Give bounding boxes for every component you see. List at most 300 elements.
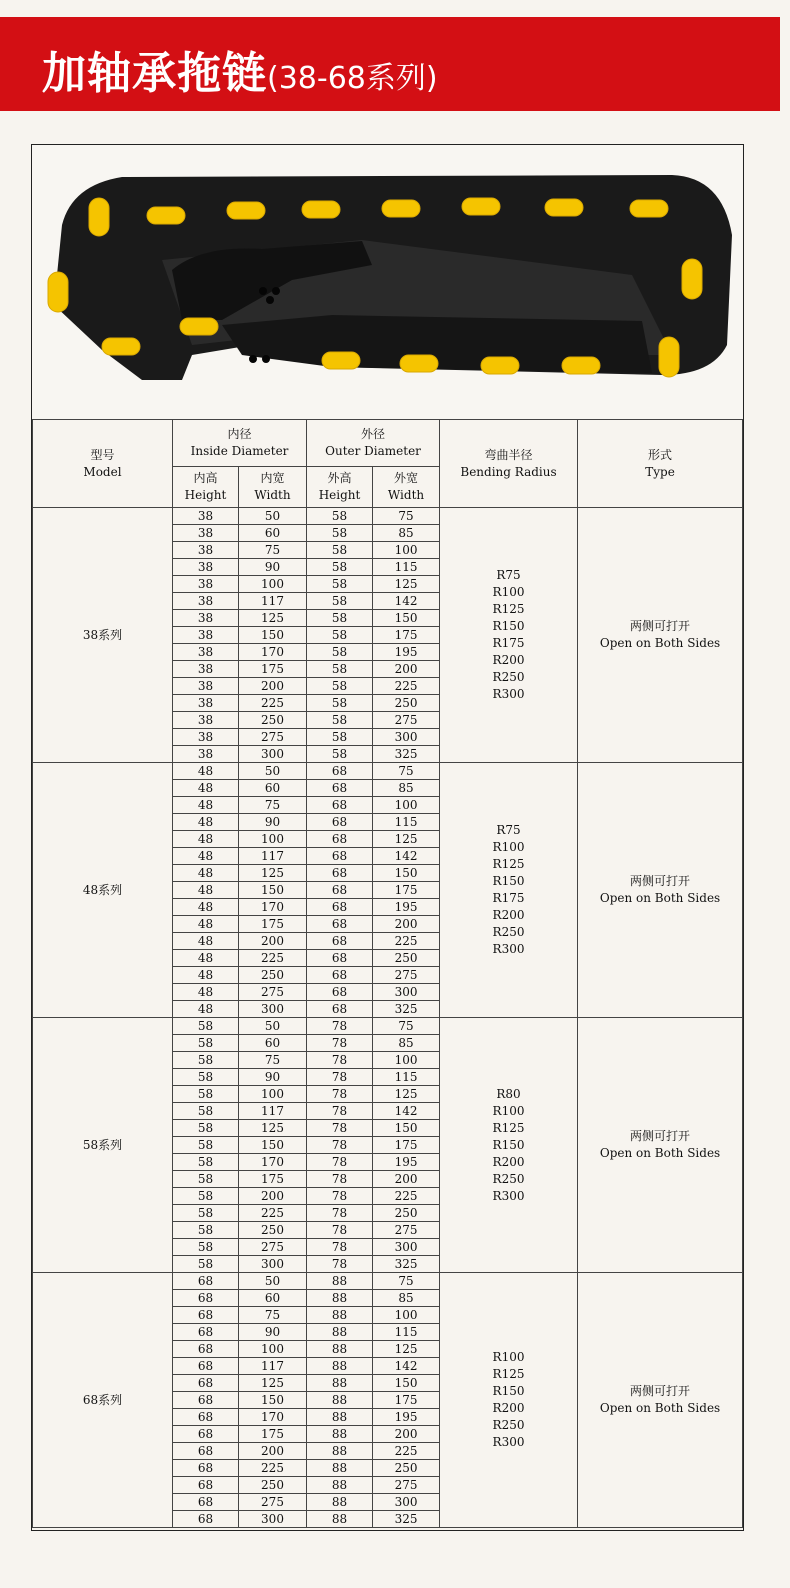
outer-width-cell: 125 — [373, 831, 440, 848]
inner-height-cell: 48 — [173, 984, 239, 1001]
inner-width-cell: 150 — [239, 882, 307, 899]
outer-width-cell: 250 — [373, 1205, 440, 1222]
inner-height-cell: 68 — [173, 1460, 239, 1477]
outer-width-cell: 200 — [373, 1426, 440, 1443]
radius-value: R100 — [492, 840, 525, 854]
page-title: 加轴承拖链(38-68系列) — [42, 48, 438, 99]
radius-value: R200 — [492, 1154, 525, 1169]
outer-width-cell: 175 — [373, 1392, 440, 1409]
inner-height-cell: 48 — [173, 848, 239, 865]
outer-height-cell: 68 — [307, 763, 373, 780]
inner-width-cell: 125 — [239, 1375, 307, 1392]
outer-height-cell: 68 — [307, 797, 373, 814]
inner-width-cell: 150 — [239, 627, 307, 644]
radius-value: R200 — [492, 653, 525, 667]
table-row — [33, 508, 743, 525]
inner-width-cell: 225 — [239, 695, 307, 712]
radius-value: R150 — [492, 1384, 525, 1398]
outer-width-cell: 275 — [373, 712, 440, 729]
radius-value: R250 — [492, 925, 525, 939]
outer-height-cell: 68 — [307, 865, 373, 882]
outer-width-cell: 195 — [373, 644, 440, 661]
inner-height-cell: 68 — [173, 1426, 239, 1443]
outer-width-cell: 325 — [373, 1001, 440, 1018]
bending-radius-cell — [440, 763, 578, 1018]
outer-height-cell: 58 — [307, 593, 373, 610]
outer-height-cell: 88 — [307, 1375, 373, 1392]
outer-width-cell: 325 — [373, 1256, 440, 1273]
outer-height-cell: 88 — [307, 1409, 373, 1426]
outer-width-cell: 225 — [373, 933, 440, 950]
outer-height-cell: 78 — [307, 1018, 373, 1035]
outer-height-cell: 58 — [307, 610, 373, 627]
outer-width-cell: 142 — [373, 848, 440, 865]
inner-width-cell: 175 — [239, 916, 307, 933]
inner-width-cell: 275 — [239, 984, 307, 1001]
outer-height-cell: 58 — [307, 525, 373, 542]
type-en: Open on Both Sides — [599, 891, 721, 905]
outer-height-cell: 88 — [307, 1392, 373, 1409]
radius-value: R75 — [496, 568, 521, 582]
outer-width-cell: 115 — [373, 1324, 440, 1341]
outer-width-cell: 85 — [373, 780, 440, 797]
outer-width-cell: 225 — [373, 1443, 440, 1460]
outer-width-cell: 175 — [373, 627, 440, 644]
outer-height-cell: 88 — [307, 1324, 373, 1341]
outer-height-cell: 78 — [307, 1069, 373, 1086]
inner-height-cell: 58 — [173, 1086, 239, 1103]
outer-width-cell: 75 — [373, 1273, 440, 1290]
inner-width-cell: 175 — [239, 661, 307, 678]
type-cn: 两侧可打开 — [630, 1384, 691, 1398]
inner-height-cell: 48 — [173, 865, 239, 882]
outer-width-cell: 100 — [373, 1307, 440, 1324]
inner-width-cell: 300 — [239, 1256, 307, 1273]
inner-width-cell: 225 — [239, 1460, 307, 1477]
inner-width-cell: 250 — [239, 1477, 307, 1494]
inner-height-cell: 48 — [173, 780, 239, 797]
type-cell — [578, 1273, 743, 1528]
type-cell — [578, 508, 743, 763]
drag-chain-photo — [32, 145, 742, 419]
outer-width-cell: 200 — [373, 1171, 440, 1188]
inner-width-cell: 275 — [239, 729, 307, 746]
inner-width-cell: 125 — [239, 1120, 307, 1137]
inner-width-cell: 60 — [239, 1290, 307, 1307]
inner-width-cell: 250 — [239, 1222, 307, 1239]
inner-width-cell: 50 — [239, 1018, 307, 1035]
outer-width-cell: 225 — [373, 678, 440, 695]
inner-width-cell: 275 — [239, 1239, 307, 1256]
inner-height-cell: 38 — [173, 508, 239, 525]
outer-width-cell: 100 — [373, 797, 440, 814]
outer-width-cell: 100 — [373, 1052, 440, 1069]
outer-width-cell: 85 — [373, 525, 440, 542]
outer-width-cell: 75 — [373, 1018, 440, 1035]
outer-width-cell: 300 — [373, 729, 440, 746]
bending-radius-cell — [440, 1018, 578, 1273]
outer-width-cell: 125 — [373, 1086, 440, 1103]
title-banner — [0, 17, 780, 111]
outer-height-cell: 58 — [307, 627, 373, 644]
radius-value: R150 — [492, 1137, 525, 1152]
radius-value: R125 — [492, 1120, 525, 1135]
inner-width-cell: 117 — [239, 1358, 307, 1375]
outer-height-cell: 88 — [307, 1511, 373, 1528]
outer-height-cell: 88 — [307, 1341, 373, 1358]
inner-width-cell: 300 — [239, 1511, 307, 1528]
outer-height-cell: 68 — [307, 933, 373, 950]
model-cell: 48系列 — [33, 763, 173, 1018]
inner-height-cell: 38 — [173, 593, 239, 610]
outer-height-cell: 88 — [307, 1307, 373, 1324]
outer-width-cell: 150 — [373, 865, 440, 882]
radius-value: R300 — [492, 1188, 525, 1203]
radius-value: R300 — [492, 1435, 525, 1449]
inner-height-cell: 68 — [173, 1494, 239, 1511]
inner-width-cell: 125 — [239, 865, 307, 882]
header-inner-width: 内宽 Width — [239, 467, 307, 508]
radius-value: R175 — [492, 636, 525, 650]
inner-width-cell: 117 — [239, 848, 307, 865]
table-row — [33, 763, 743, 780]
outer-height-cell: 78 — [307, 1222, 373, 1239]
radius-value: R150 — [492, 619, 525, 633]
radius-value: R100 — [492, 585, 525, 599]
radius-value: R125 — [492, 857, 525, 871]
outer-height-cell: 88 — [307, 1494, 373, 1511]
model-cell: 38系列 — [33, 508, 173, 763]
outer-width-cell: 225 — [373, 1188, 440, 1205]
outer-height-cell: 68 — [307, 899, 373, 916]
outer-width-cell: 275 — [373, 967, 440, 984]
outer-width-cell: 275 — [373, 1222, 440, 1239]
outer-height-cell: 68 — [307, 831, 373, 848]
outer-height-cell: 78 — [307, 1035, 373, 1052]
outer-width-cell: 275 — [373, 1477, 440, 1494]
outer-width-cell: 250 — [373, 1460, 440, 1477]
bending-radius-cell — [440, 1273, 578, 1528]
inner-width-cell: 200 — [239, 1188, 307, 1205]
inner-height-cell: 58 — [173, 1120, 239, 1137]
inner-height-cell: 48 — [173, 933, 239, 950]
outer-width-cell: 150 — [373, 1120, 440, 1137]
outer-height-cell: 78 — [307, 1103, 373, 1120]
radius-value: R300 — [492, 942, 525, 956]
outer-height-cell: 58 — [307, 712, 373, 729]
outer-height-cell: 58 — [307, 508, 373, 525]
inner-height-cell: 38 — [173, 576, 239, 593]
outer-height-cell: 68 — [307, 950, 373, 967]
outer-width-cell: 115 — [373, 1069, 440, 1086]
inner-width-cell: 100 — [239, 831, 307, 848]
inner-width-cell: 117 — [239, 1103, 307, 1120]
outer-width-cell: 195 — [373, 899, 440, 916]
outer-height-cell: 58 — [307, 644, 373, 661]
inner-height-cell: 38 — [173, 746, 239, 763]
inner-width-cell: 75 — [239, 1307, 307, 1324]
inner-height-cell: 38 — [173, 695, 239, 712]
outer-width-cell: 75 — [373, 508, 440, 525]
inner-width-cell: 75 — [239, 797, 307, 814]
inner-height-cell: 38 — [173, 542, 239, 559]
inner-width-cell: 75 — [239, 1052, 307, 1069]
inner-width-cell: 170 — [239, 1409, 307, 1426]
type-cell — [578, 1018, 743, 1273]
outer-width-cell: 250 — [373, 695, 440, 712]
outer-height-cell: 68 — [307, 780, 373, 797]
outer-height-cell: 78 — [307, 1154, 373, 1171]
inner-width-cell: 225 — [239, 950, 307, 967]
inner-width-cell: 50 — [239, 508, 307, 525]
outer-height-cell: 58 — [307, 746, 373, 763]
outer-width-cell: 175 — [373, 1137, 440, 1154]
inner-height-cell: 58 — [173, 1035, 239, 1052]
outer-height-cell: 58 — [307, 559, 373, 576]
outer-height-cell: 78 — [307, 1137, 373, 1154]
inner-height-cell: 68 — [173, 1307, 239, 1324]
inner-height-cell: 38 — [173, 678, 239, 695]
radius-value: R100 — [492, 1350, 525, 1364]
outer-width-cell: 150 — [373, 1375, 440, 1392]
inner-height-cell: 58 — [173, 1018, 239, 1035]
inner-height-cell: 68 — [173, 1511, 239, 1528]
outer-width-cell: 200 — [373, 916, 440, 933]
inner-width-cell: 250 — [239, 967, 307, 984]
outer-height-cell: 78 — [307, 1188, 373, 1205]
outer-height-cell: 88 — [307, 1460, 373, 1477]
inner-height-cell: 68 — [173, 1290, 239, 1307]
inner-width-cell: 90 — [239, 1069, 307, 1086]
table-row — [33, 1273, 743, 1290]
inner-width-cell: 60 — [239, 780, 307, 797]
outer-height-cell: 78 — [307, 1256, 373, 1273]
outer-width-cell: 195 — [373, 1154, 440, 1171]
inner-height-cell: 38 — [173, 644, 239, 661]
outer-height-cell: 68 — [307, 967, 373, 984]
outer-height-cell: 58 — [307, 576, 373, 593]
inner-width-cell: 75 — [239, 542, 307, 559]
outer-width-cell: 250 — [373, 950, 440, 967]
bending-radius-cell — [440, 508, 578, 763]
radius-value: R250 — [492, 1171, 525, 1186]
inner-height-cell: 58 — [173, 1103, 239, 1120]
outer-height-cell: 78 — [307, 1120, 373, 1137]
radius-value: R200 — [492, 1401, 525, 1415]
inner-height-cell: 58 — [173, 1069, 239, 1086]
inner-height-cell: 68 — [173, 1341, 239, 1358]
outer-width-cell: 75 — [373, 763, 440, 780]
spec-table — [32, 419, 743, 1528]
inner-width-cell: 200 — [239, 1443, 307, 1460]
type-cn: 两侧可打开 — [630, 874, 691, 888]
header-inside-diameter: 内径 Inside Diameter — [173, 420, 307, 467]
inner-height-cell: 48 — [173, 831, 239, 848]
inner-width-cell: 100 — [239, 576, 307, 593]
inner-width-cell: 50 — [239, 1273, 307, 1290]
outer-height-cell: 78 — [307, 1239, 373, 1256]
outer-height-cell: 68 — [307, 882, 373, 899]
outer-width-cell: 150 — [373, 610, 440, 627]
inner-height-cell: 68 — [173, 1358, 239, 1375]
inner-height-cell: 68 — [173, 1273, 239, 1290]
inner-width-cell: 150 — [239, 1392, 307, 1409]
outer-width-cell: 142 — [373, 593, 440, 610]
inner-height-cell: 68 — [173, 1443, 239, 1460]
outer-width-cell: 85 — [373, 1290, 440, 1307]
inner-height-cell: 68 — [173, 1324, 239, 1341]
inner-width-cell: 90 — [239, 559, 307, 576]
radius-value: R125 — [492, 1367, 525, 1381]
radius-value: R175 — [492, 891, 525, 905]
radius-value: R80 — [496, 1086, 521, 1101]
radius-value: R125 — [492, 602, 525, 616]
outer-width-cell: 100 — [373, 542, 440, 559]
inner-width-cell: 90 — [239, 1324, 307, 1341]
outer-height-cell: 78 — [307, 1171, 373, 1188]
outer-width-cell: 300 — [373, 1239, 440, 1256]
inner-height-cell: 68 — [173, 1375, 239, 1392]
header-model: 型号 Model — [33, 420, 173, 508]
radius-value: R250 — [492, 1418, 525, 1432]
inner-height-cell: 38 — [173, 610, 239, 627]
model-cell: 58系列 — [33, 1018, 173, 1273]
table-row — [33, 1018, 743, 1035]
inner-height-cell: 48 — [173, 797, 239, 814]
outer-height-cell: 88 — [307, 1273, 373, 1290]
outer-width-cell: 115 — [373, 814, 440, 831]
header-inner-height: 内高 Height — [173, 467, 239, 508]
outer-height-cell: 58 — [307, 542, 373, 559]
inner-width-cell: 170 — [239, 644, 307, 661]
inner-height-cell: 58 — [173, 1137, 239, 1154]
inner-height-cell: 38 — [173, 712, 239, 729]
outer-width-cell: 142 — [373, 1103, 440, 1120]
outer-height-cell: 88 — [307, 1290, 373, 1307]
outer-width-cell: 115 — [373, 559, 440, 576]
inner-width-cell: 60 — [239, 1035, 307, 1052]
outer-height-cell: 58 — [307, 678, 373, 695]
inner-height-cell: 48 — [173, 899, 239, 916]
type-en: Open on Both Sides — [599, 636, 721, 650]
type-en: Open on Both Sides — [599, 1146, 721, 1160]
outer-height-cell: 88 — [307, 1477, 373, 1494]
inner-width-cell: 275 — [239, 1494, 307, 1511]
outer-height-cell: 88 — [307, 1426, 373, 1443]
inner-width-cell: 175 — [239, 1426, 307, 1443]
outer-width-cell: 300 — [373, 984, 440, 1001]
inner-height-cell: 58 — [173, 1256, 239, 1273]
outer-width-cell: 325 — [373, 1511, 440, 1528]
outer-height-cell: 68 — [307, 916, 373, 933]
page-subtitle: (38-68系列) — [267, 61, 438, 96]
inner-height-cell: 68 — [173, 1409, 239, 1426]
inner-width-cell: 100 — [239, 1086, 307, 1103]
inner-height-cell: 38 — [173, 627, 239, 644]
inner-height-cell: 48 — [173, 950, 239, 967]
inner-height-cell: 58 — [173, 1154, 239, 1171]
inner-width-cell: 250 — [239, 712, 307, 729]
outer-height-cell: 58 — [307, 661, 373, 678]
inner-height-cell: 48 — [173, 1001, 239, 1018]
inner-width-cell: 150 — [239, 1137, 307, 1154]
header-type: 形式 Type — [578, 420, 743, 508]
outer-width-cell: 85 — [373, 1035, 440, 1052]
spec-frame — [31, 144, 744, 1531]
outer-height-cell: 78 — [307, 1205, 373, 1222]
radius-value: R100 — [492, 1103, 525, 1118]
type-cell — [578, 763, 743, 1018]
type-cn: 两侧可打开 — [630, 1129, 691, 1143]
radius-value: R200 — [492, 908, 525, 922]
inner-width-cell: 100 — [239, 1341, 307, 1358]
header-outer-diameter: 外径 Outer Diameter — [307, 420, 440, 467]
inner-width-cell: 170 — [239, 899, 307, 916]
inner-height-cell: 48 — [173, 814, 239, 831]
outer-height-cell: 58 — [307, 695, 373, 712]
inner-width-cell: 50 — [239, 763, 307, 780]
outer-width-cell: 325 — [373, 746, 440, 763]
outer-height-cell: 68 — [307, 814, 373, 831]
header-outer-width: 外宽 Width — [373, 467, 440, 508]
inner-height-cell: 48 — [173, 882, 239, 899]
outer-height-cell: 58 — [307, 729, 373, 746]
inner-width-cell: 200 — [239, 678, 307, 695]
outer-height-cell: 68 — [307, 848, 373, 865]
outer-width-cell: 175 — [373, 882, 440, 899]
inner-height-cell: 48 — [173, 967, 239, 984]
outer-width-cell: 125 — [373, 1341, 440, 1358]
inner-height-cell: 48 — [173, 763, 239, 780]
outer-width-cell: 142 — [373, 1358, 440, 1375]
inner-width-cell: 60 — [239, 525, 307, 542]
inner-height-cell: 38 — [173, 525, 239, 542]
outer-width-cell: 200 — [373, 661, 440, 678]
inner-height-cell: 58 — [173, 1222, 239, 1239]
inner-height-cell: 38 — [173, 661, 239, 678]
inner-height-cell: 68 — [173, 1392, 239, 1409]
radius-value: R75 — [496, 823, 521, 837]
radius-value: R150 — [492, 874, 525, 888]
outer-height-cell: 68 — [307, 1001, 373, 1018]
inner-width-cell: 300 — [239, 1001, 307, 1018]
inner-height-cell: 48 — [173, 916, 239, 933]
outer-width-cell: 195 — [373, 1409, 440, 1426]
inner-width-cell: 200 — [239, 933, 307, 950]
type-cn: 两侧可打开 — [630, 619, 691, 633]
inner-width-cell: 90 — [239, 814, 307, 831]
inner-width-cell: 300 — [239, 746, 307, 763]
header-outer-height: 外高 Height — [307, 467, 373, 508]
inner-height-cell: 58 — [173, 1052, 239, 1069]
outer-height-cell: 78 — [307, 1052, 373, 1069]
outer-height-cell: 88 — [307, 1443, 373, 1460]
inner-height-cell: 58 — [173, 1205, 239, 1222]
inner-width-cell: 125 — [239, 610, 307, 627]
inner-height-cell: 58 — [173, 1239, 239, 1256]
outer-width-cell: 125 — [373, 576, 440, 593]
inner-height-cell: 58 — [173, 1171, 239, 1188]
inner-width-cell: 170 — [239, 1154, 307, 1171]
radius-value: R250 — [492, 670, 525, 684]
outer-height-cell: 88 — [307, 1358, 373, 1375]
header-bending-radius: 弯曲半径 Bending Radius — [440, 420, 578, 508]
model-cell: 68系列 — [33, 1273, 173, 1528]
inner-height-cell: 38 — [173, 559, 239, 576]
outer-height-cell: 78 — [307, 1086, 373, 1103]
inner-width-cell: 117 — [239, 593, 307, 610]
inner-height-cell: 38 — [173, 729, 239, 746]
